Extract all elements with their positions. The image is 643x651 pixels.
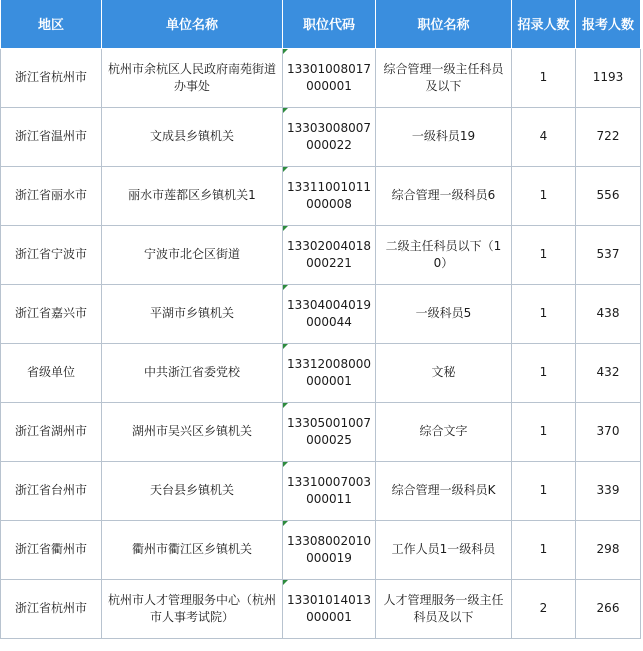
header-hires: 招录人数 (512, 0, 576, 48)
table-row (1, 48, 641, 107)
cell-hires: 2 (512, 579, 576, 638)
header-region: 地区 (1, 0, 102, 48)
cell-position: 综合管理一级主任科员及以下 (376, 48, 512, 107)
cell-applicants: 339 (576, 461, 641, 520)
table-row (1, 461, 641, 520)
cell-hires: 4 (512, 107, 576, 166)
cell-region: 浙江省杭州市 (1, 579, 102, 638)
cell-position: 一级科员19 (376, 107, 512, 166)
cell-region: 浙江省宁波市 (1, 225, 102, 284)
cell-region: 浙江省杭州市 (1, 48, 102, 107)
cell-region: 浙江省丽水市 (1, 166, 102, 225)
cell-unit: 湖州市吴兴区乡镇机关 (102, 402, 283, 461)
cell-region: 浙江省台州市 (1, 461, 102, 520)
header-code: 职位代码 (283, 0, 376, 48)
cell-code: 13301014013000001 (283, 579, 376, 638)
cell-code: 13304004019000044 (283, 284, 376, 343)
cell-code: 13305001007000025 (283, 402, 376, 461)
cell-applicants: 537 (576, 225, 641, 284)
cell-position: 工作人员1一级科员 (376, 520, 512, 579)
cell-unit: 文成县乡镇机关 (102, 107, 283, 166)
cell-applicants: 722 (576, 107, 641, 166)
cell-code: 13308002010000019 (283, 520, 376, 579)
cell-unit: 衢州市衢江区乡镇机关 (102, 520, 283, 579)
cell-hires: 1 (512, 402, 576, 461)
cell-unit: 平湖市乡镇机关 (102, 284, 283, 343)
cell-region: 浙江省嘉兴市 (1, 284, 102, 343)
cell-position: 人才管理服务一级主任科员及以下 (376, 579, 512, 638)
cell-region: 省级单位 (1, 343, 102, 402)
cell-hires: 1 (512, 461, 576, 520)
cell-position: 一级科员5 (376, 284, 512, 343)
cell-code: 13301008017000001 (283, 48, 376, 107)
table-row (1, 166, 641, 225)
cell-unit: 中共浙江省委党校 (102, 343, 283, 402)
table-row (1, 520, 641, 579)
table-row (1, 225, 641, 284)
cell-code: 13310007003000011 (283, 461, 376, 520)
cell-applicants: 1193 (576, 48, 641, 107)
cell-applicants: 266 (576, 579, 641, 638)
cell-applicants: 370 (576, 402, 641, 461)
table-row (1, 284, 641, 343)
cell-position: 二级主任科员以下（10） (376, 225, 512, 284)
cell-unit: 杭州市人才管理服务中心（杭州市人事考试院） (102, 579, 283, 638)
cell-position: 综合管理一级科员K (376, 461, 512, 520)
table-row (1, 579, 641, 638)
cell-region: 浙江省温州市 (1, 107, 102, 166)
cell-unit: 杭州市余杭区人民政府南苑街道办事处 (102, 48, 283, 107)
cell-hires: 1 (512, 343, 576, 402)
cell-applicants: 438 (576, 284, 641, 343)
cell-applicants: 432 (576, 343, 641, 402)
cell-code: 13303008007000022 (283, 107, 376, 166)
cell-code: 13302004018000221 (283, 225, 376, 284)
cell-hires: 1 (512, 166, 576, 225)
cell-code: 13312008000000001 (283, 343, 376, 402)
cell-hires: 1 (512, 225, 576, 284)
cell-applicants: 556 (576, 166, 641, 225)
cell-hires: 1 (512, 284, 576, 343)
cell-region: 浙江省衢州市 (1, 520, 102, 579)
table-row (1, 343, 641, 402)
cell-code: 13311001011000008 (283, 166, 376, 225)
cell-unit: 丽水市莲都区乡镇机关1 (102, 166, 283, 225)
cell-position: 综合管理一级科员6 (376, 166, 512, 225)
table-row (1, 107, 641, 166)
header-unit: 单位名称 (102, 0, 283, 48)
header-row (1, 0, 641, 48)
cell-position: 综合文字 (376, 402, 512, 461)
table-body (1, 48, 641, 638)
header-position: 职位名称 (376, 0, 512, 48)
table-row (1, 402, 641, 461)
cell-hires: 1 (512, 48, 576, 107)
cell-unit: 宁波市北仑区街道 (102, 225, 283, 284)
header-applicants: 报考人数 (576, 0, 641, 48)
cell-unit: 天台县乡镇机关 (102, 461, 283, 520)
cell-applicants: 298 (576, 520, 641, 579)
table-header (1, 0, 641, 48)
cell-hires: 1 (512, 520, 576, 579)
cell-region: 浙江省湖州市 (1, 402, 102, 461)
cell-position: 文秘 (376, 343, 512, 402)
